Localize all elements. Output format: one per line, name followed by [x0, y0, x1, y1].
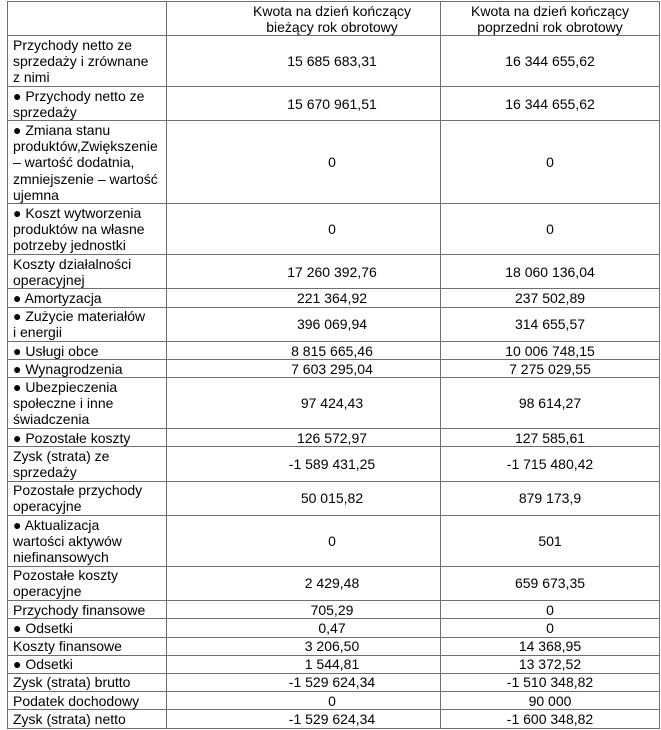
table-row: [8, 447, 660, 481]
table-row: [8, 36, 660, 87]
table-row: [8, 516, 660, 567]
previous-year-value: 7 275 029,55: [441, 360, 660, 378]
current-year-value: 1 544,81: [167, 655, 441, 673]
table-row: [8, 710, 660, 728]
current-year-value: 705,29: [167, 601, 441, 619]
previous-year-value: 14 368,95: [441, 637, 660, 655]
current-year-value: 0: [167, 692, 441, 710]
table-row: [8, 289, 660, 307]
current-year-value: 0,47: [167, 619, 441, 637]
table-row: [8, 429, 660, 447]
table-row: [8, 673, 660, 691]
previous-year-value: 501: [441, 516, 660, 567]
previous-year-value: 127 585,61: [441, 429, 660, 447]
row-label: ● Odsetki: [8, 655, 167, 673]
header-current-year: Kwota na dzień kończący bieżący rok obrotowy: [167, 2, 441, 36]
current-year-value: 15 670 961,51: [167, 87, 441, 121]
table-row: [8, 692, 660, 710]
financial-table: [7, 1, 660, 729]
previous-year-value: 18 060 136,04: [441, 255, 660, 289]
row-label: Podatek dochodowy: [8, 692, 167, 710]
previous-year-value: -1 510 348,82: [441, 673, 660, 691]
row-label: Zysk (strata) netto: [8, 710, 167, 728]
table-row: [8, 307, 660, 341]
previous-year-value: 90 000: [441, 692, 660, 710]
table-row: [8, 637, 660, 655]
previous-year-value: 879 173,9: [441, 481, 660, 515]
table-row: [8, 121, 660, 204]
row-label: ● Amortyzacja: [8, 289, 167, 307]
table-row: [8, 481, 660, 515]
row-label: ● Ubezpieczenia społeczne i inne świadczenia: [8, 378, 167, 429]
previous-year-value: 98 614,27: [441, 378, 660, 429]
previous-year-value: 16 344 655,62: [441, 36, 660, 87]
row-label: ● Aktualizacja wartości aktywów niefinansowych: [8, 516, 167, 567]
previous-year-value: 0: [441, 619, 660, 637]
row-label: Pozostałe koszty operacyjne: [8, 566, 167, 600]
row-label: Pozostałe przychody operacyjne: [8, 481, 167, 515]
table-row: [8, 342, 660, 360]
header-empty-cell: [8, 2, 167, 36]
current-year-value: -1 529 624,34: [167, 673, 441, 691]
row-label: ● Usługi obce: [8, 342, 167, 360]
previous-year-value: 0: [441, 121, 660, 204]
current-year-value: -1 589 431,25: [167, 447, 441, 481]
previous-year-value: 16 344 655,62: [441, 87, 660, 121]
table-header-row: [8, 2, 660, 36]
row-label: ● Zmiana stanu produktów,Zwiększenie – wartość dodatnia, zmniejszenie – wartość ujemna: [8, 121, 167, 204]
row-label: ● Wynagrodzenia: [8, 360, 167, 378]
row-label: ● Zużycie materiałów i energii: [8, 307, 167, 341]
current-year-value: -1 529 624,34: [167, 710, 441, 728]
current-year-value: 50 015,82: [167, 481, 441, 515]
row-label: Przychody finansowe: [8, 601, 167, 619]
previous-year-value: -1 715 480,42: [441, 447, 660, 481]
table-row: [8, 204, 660, 255]
current-year-value: 97 424,43: [167, 378, 441, 429]
current-year-value: 0: [167, 121, 441, 204]
previous-year-value: 13 372,52: [441, 655, 660, 673]
current-year-value: 221 364,92: [167, 289, 441, 307]
table-row: [8, 378, 660, 429]
row-label: Koszty finansowe: [8, 637, 167, 655]
previous-year-value: 0: [441, 204, 660, 255]
current-year-value: 2 429,48: [167, 566, 441, 600]
table-row: [8, 255, 660, 289]
table-row: [8, 566, 660, 600]
table-row: [8, 601, 660, 619]
row-label: ● Koszt wytworzenia produktów na własne potrzeby jednostki: [8, 204, 167, 255]
previous-year-value: 10 006 748,15: [441, 342, 660, 360]
table-row: [8, 655, 660, 673]
current-year-value: 3 206,50: [167, 637, 441, 655]
row-label: Zysk (strata) brutto: [8, 673, 167, 691]
current-year-value: 7 603 295,04: [167, 360, 441, 378]
previous-year-value: 0: [441, 601, 660, 619]
table-row: [8, 619, 660, 637]
previous-year-value: 237 502,89: [441, 289, 660, 307]
row-label: ● Przychody netto ze sprzedaży: [8, 87, 167, 121]
row-label: Koszty działalności operacyjnej: [8, 255, 167, 289]
previous-year-value: 314 655,57: [441, 307, 660, 341]
current-year-value: 126 572,97: [167, 429, 441, 447]
table-row: [8, 87, 660, 121]
header-previous-year: Kwota na dzień kończący poprzedni rok obrotowy: [441, 2, 660, 36]
previous-year-value: 659 673,35: [441, 566, 660, 600]
current-year-value: 8 815 665,46: [167, 342, 441, 360]
current-year-value: 17 260 392,76: [167, 255, 441, 289]
row-label: ● Odsetki: [8, 619, 167, 637]
table-row: [8, 360, 660, 378]
row-label: ● Pozostałe koszty: [8, 429, 167, 447]
current-year-value: 0: [167, 516, 441, 567]
current-year-value: 15 685 683,31: [167, 36, 441, 87]
current-year-value: 0: [167, 204, 441, 255]
previous-year-value: -1 600 348,82: [441, 710, 660, 728]
current-year-value: 396 069,94: [167, 307, 441, 341]
row-label: Zysk (strata) ze sprzedaży: [8, 447, 167, 481]
row-label: Przychody netto ze sprzedaży i zrównane z nimi: [8, 36, 167, 87]
